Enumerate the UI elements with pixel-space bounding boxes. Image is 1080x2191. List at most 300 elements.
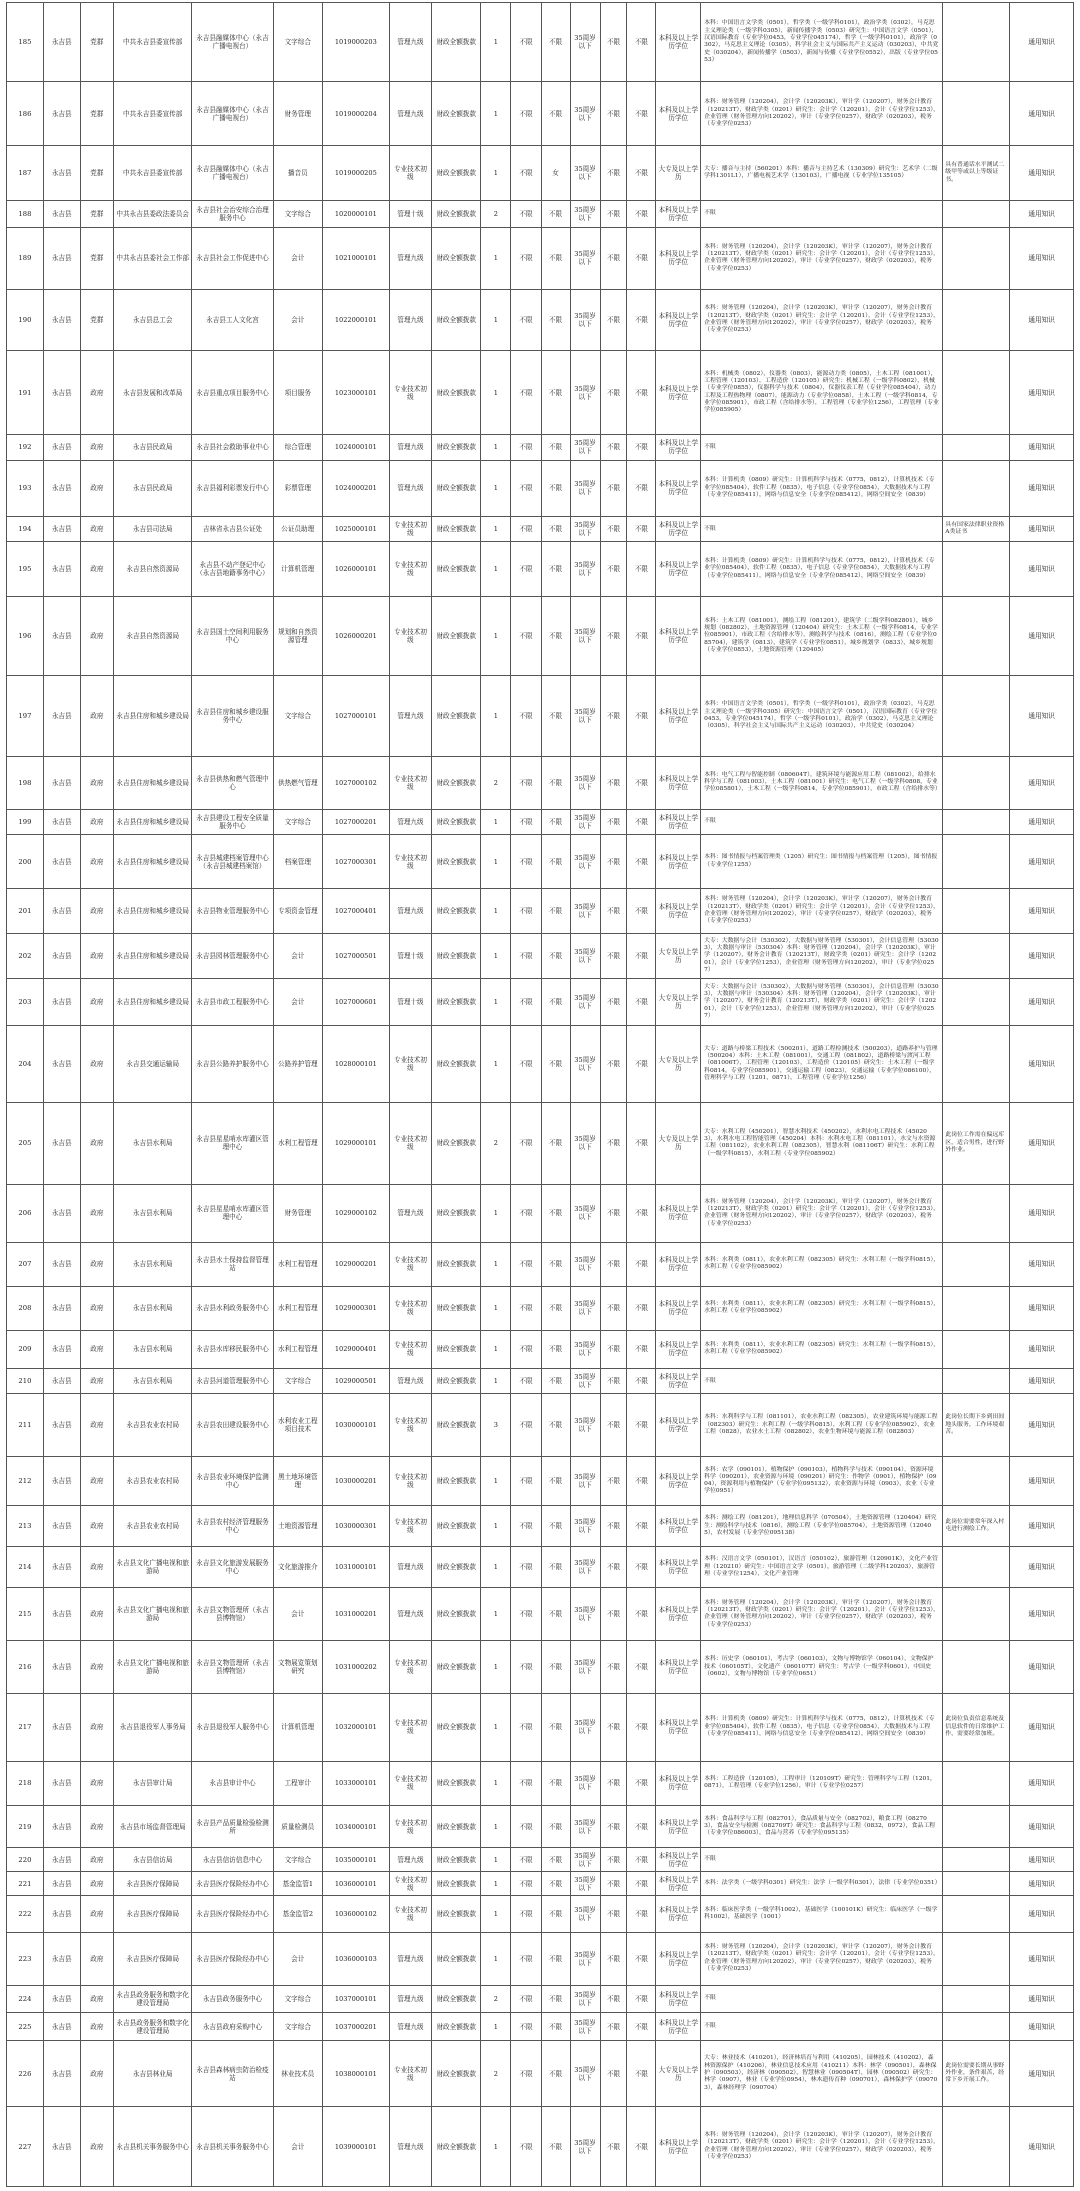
seq-number-cell: 214 <box>7 1547 44 1588</box>
other-conditions-cell <box>943 2013 1010 2041</box>
age-limit-cell: 35周岁以下 <box>570 460 600 517</box>
post-level-cell: 专业技术初级 <box>389 1394 431 1457</box>
political-status-cell: 不限 <box>600 1287 627 1330</box>
category-cell: 政府 <box>80 1287 113 1330</box>
age-limit-cell: 35周岁以下 <box>570 1848 600 1872</box>
category-cell: 政府 <box>80 1932 113 1985</box>
exam-subject-cell: 通用知识 <box>1010 1985 1074 2013</box>
identity-cell: 不限 <box>627 542 656 596</box>
political-status-cell: 不限 <box>600 1932 627 1985</box>
age-limit-cell: 35周岁以下 <box>570 1102 600 1184</box>
ethnicity-cell: 不限 <box>511 1025 541 1102</box>
unit-cell: 永吉县工人文化宫 <box>192 289 273 350</box>
post-code-cell: 1027000601 <box>322 978 389 1025</box>
funding-type-cell: 财政全额拨款 <box>432 228 481 289</box>
post-code-cell: 1019000204 <box>322 82 389 146</box>
seq-number-cell: 209 <box>7 1330 44 1369</box>
political-status-cell: 不限 <box>600 835 627 889</box>
county-cell: 永吉县 <box>43 1896 80 1932</box>
unit-cell: 永吉县供热和燃气管理中心 <box>192 756 273 809</box>
table-row <box>7 1330 1074 1369</box>
table-row <box>7 1287 1074 1330</box>
identity-cell: 不限 <box>627 1184 656 1242</box>
exam-subject-cell: 通用知识 <box>1010 200 1074 228</box>
political-status-cell: 不限 <box>600 1872 627 1896</box>
exam-subject-cell: 通用知识 <box>1010 1761 1074 1806</box>
county-cell: 永吉县 <box>43 2040 80 2106</box>
department-cell: 永吉县水利局 <box>114 1242 192 1287</box>
age-limit-cell: 35周岁以下 <box>570 933 600 978</box>
major-requirements-cell: 大专：播音与主持（560201）本科：播音与主持艺术（130309）研究生：艺术学（二级学科1301L1），广播电视艺术学（130103），广播电视（专业学位135105） <box>701 146 943 200</box>
category-cell: 政府 <box>80 1456 113 1505</box>
table-row <box>7 1588 1074 1641</box>
unit-cell: 永吉县不动产登记中心（永吉县地籍事务中心） <box>192 542 273 596</box>
exam-subject-cell: 通用知识 <box>1010 1287 1074 1330</box>
identity-cell: 不限 <box>627 1242 656 1287</box>
county-cell: 永吉县 <box>43 146 80 200</box>
seq-number-cell: 185 <box>7 3 44 82</box>
funding-type-cell: 财政全额拨款 <box>432 2013 481 2041</box>
age-limit-cell: 35周岁以下 <box>570 542 600 596</box>
funding-type-cell: 财政全额拨款 <box>432 676 481 757</box>
other-conditions-cell <box>943 289 1010 350</box>
political-status-cell: 不限 <box>600 1456 627 1505</box>
identity-cell: 不限 <box>627 435 656 460</box>
gender-cell: 不限 <box>541 1896 570 1932</box>
unit-cell: 永吉县福利彩票发行中心 <box>192 460 273 517</box>
major-requirements-cell: 本科：水利类（0811），农业水利工程（082305）研究生：水利工程（一级学科0815），水利工程（专业学位085902） <box>701 1242 943 1287</box>
major-requirements-cell: 不限 <box>701 435 943 460</box>
ethnicity-cell: 不限 <box>511 596 541 675</box>
major-requirements-cell: 不限 <box>701 809 943 834</box>
seq-number-cell: 192 <box>7 435 44 460</box>
post-code-cell: 1027000102 <box>322 756 389 809</box>
post-level-cell: 管理十级 <box>389 200 431 228</box>
funding-type-cell: 财政全额拨款 <box>432 435 481 460</box>
department-cell: 永吉县民政局 <box>114 435 192 460</box>
department-cell: 永吉县水利局 <box>114 1369 192 1394</box>
funding-type-cell: 财政全额拨款 <box>432 889 481 934</box>
hire-count-cell: 2 <box>481 2040 511 2106</box>
major-requirements-cell: 本科：中国语言文学类（0501），哲学类（一级学科0101），政治学类（0302），马克思主义理论类（一级学科0305），新闻传播学类（0503）研究生：中国语言文学（0501），汉语国际教育（专业学位0453，专业学位045174），哲学（一级学科0101），政治学（0302），马克思主义理论（0305），科学社会主义与国际共产主义运动（030203），中共党史（030204），新闻传播学（0503），新闻与传播（专业学位0552），出版（专业学位0553） <box>701 3 943 82</box>
ethnicity-cell: 不限 <box>511 2040 541 2106</box>
identity-cell: 不限 <box>627 1896 656 1932</box>
other-conditions-cell <box>943 1848 1010 1872</box>
table-row <box>7 2013 1074 2041</box>
hire-count-cell: 1 <box>481 1506 511 1547</box>
seq-number-cell: 218 <box>7 1761 44 1806</box>
age-limit-cell: 35周岁以下 <box>570 82 600 146</box>
other-conditions-cell <box>943 835 1010 889</box>
post-code-cell: 1024000101 <box>322 435 389 460</box>
age-limit-cell: 35周岁以下 <box>570 289 600 350</box>
major-requirements-cell: 本科：工程造价（120105），工程审计（120109T）研究生：管理科学与工程（1201，0871），工程管理（专业学位1256），审计（专业学位0257） <box>701 1761 943 1806</box>
unit-cell: 永吉县政府采购中心 <box>192 2013 273 2041</box>
gender-cell: 不限 <box>541 2107 570 2187</box>
funding-type-cell: 财政全额拨款 <box>432 1985 481 2013</box>
ethnicity-cell: 不限 <box>511 1806 541 1848</box>
post-level-cell: 专业技术初级 <box>389 1872 431 1896</box>
education-cell: 本科及以上学历学位 <box>656 1848 701 1872</box>
department-cell: 永吉县农业农村局 <box>114 1456 192 1505</box>
ethnicity-cell: 不限 <box>511 460 541 517</box>
identity-cell: 不限 <box>627 1330 656 1369</box>
county-cell: 永吉县 <box>43 1394 80 1457</box>
ethnicity-cell: 不限 <box>511 1102 541 1184</box>
exam-subject-cell: 通用知识 <box>1010 460 1074 517</box>
major-requirements-cell: 本科：财务管理（120204），会计学（120203K），审计学（120207），财务会计教育（120213T），财政学类（0201）研究生：会计学（120201），会计（专业学位1253），企业管理（财务管理方向120202），审计（专业学位0257），财政学（020203），税务（专业学位0253） <box>701 2107 943 2187</box>
category-cell: 政府 <box>80 1025 113 1102</box>
department-cell: 永吉县住房和城乡建设局 <box>114 676 192 757</box>
county-cell: 永吉县 <box>43 3 80 82</box>
funding-type-cell: 财政全额拨款 <box>432 1588 481 1641</box>
unit-cell: 永吉县国土空间利用服务中心 <box>192 596 273 675</box>
major-requirements-cell: 不限 <box>701 517 943 542</box>
seq-number-cell: 196 <box>7 596 44 675</box>
hire-count-cell: 1 <box>481 542 511 596</box>
department-cell: 永吉县农业农村局 <box>114 1394 192 1457</box>
identity-cell: 不限 <box>627 2040 656 2106</box>
political-status-cell: 不限 <box>600 1641 627 1694</box>
major-requirements-cell: 本科：财务管理（120204），会计学（120203K），审计学（120207），财务会计教育（120213T），财政学类（0201）研究生：会计学（120201），会计（专业学位1253），企业管理（财务管理方向120202），审计（专业学位0257），财政学（020203），税务（专业学位0253） <box>701 889 943 934</box>
political-status-cell: 不限 <box>600 1848 627 1872</box>
post-code-cell: 1019000205 <box>322 146 389 200</box>
department-cell: 中共永吉县委宣传部 <box>114 3 192 82</box>
post-name-cell: 计算机管理 <box>273 1694 322 1761</box>
hire-count-cell: 1 <box>481 1641 511 1694</box>
identity-cell: 不限 <box>627 676 656 757</box>
political-status-cell: 不限 <box>600 2013 627 2041</box>
education-cell: 本科及以上学历学位 <box>656 1761 701 1806</box>
ethnicity-cell: 不限 <box>511 351 541 435</box>
unit-cell: 永吉县融媒体中心（永吉广播电视台） <box>192 3 273 82</box>
hire-count-cell: 2 <box>481 200 511 228</box>
funding-type-cell: 财政全额拨款 <box>432 978 481 1025</box>
seq-number-cell: 207 <box>7 1242 44 1287</box>
post-level-cell: 专业技术初级 <box>389 1641 431 1694</box>
other-conditions-cell <box>943 200 1010 228</box>
political-status-cell: 不限 <box>600 1394 627 1457</box>
post-level-cell: 专业技术初级 <box>389 835 431 889</box>
county-cell: 永吉县 <box>43 1287 80 1330</box>
post-name-cell: 文字综合 <box>273 1369 322 1394</box>
department-cell: 永吉县住房和城乡建设局 <box>114 978 192 1025</box>
identity-cell: 不限 <box>627 2107 656 2187</box>
department-cell: 永吉县水利局 <box>114 1287 192 1330</box>
table-row <box>7 460 1074 517</box>
county-cell: 永吉县 <box>43 2013 80 2041</box>
identity-cell: 不限 <box>627 1287 656 1330</box>
county-cell: 永吉县 <box>43 1588 80 1641</box>
age-limit-cell: 35周岁以下 <box>570 1025 600 1102</box>
post-code-cell: 1019000203 <box>322 3 389 82</box>
exam-subject-cell: 通用知识 <box>1010 596 1074 675</box>
political-status-cell: 不限 <box>600 435 627 460</box>
department-cell: 永吉县林业局 <box>114 2040 192 2106</box>
unit-cell: 永吉县水利政务服务中心 <box>192 1287 273 1330</box>
exam-subject-cell: 通用知识 <box>1010 1242 1074 1287</box>
funding-type-cell: 财政全额拨款 <box>432 1394 481 1457</box>
political-status-cell: 不限 <box>600 200 627 228</box>
political-status-cell: 不限 <box>600 1330 627 1369</box>
ethnicity-cell: 不限 <box>511 809 541 834</box>
exam-subject-cell: 通用知识 <box>1010 1896 1074 1932</box>
post-name-cell: 规划和自然资源管理 <box>273 596 322 675</box>
gender-cell: 不限 <box>541 542 570 596</box>
table-row <box>7 1184 1074 1242</box>
unit-cell: 永吉县社会工作促进中心 <box>192 228 273 289</box>
education-cell: 本科及以上学历学位 <box>656 1694 701 1761</box>
post-code-cell: 1029000401 <box>322 1330 389 1369</box>
education-cell: 大专及以上学历 <box>656 2040 701 2106</box>
ethnicity-cell: 不限 <box>511 889 541 934</box>
hire-count-cell: 1 <box>481 1932 511 1985</box>
gender-cell: 不限 <box>541 2040 570 2106</box>
post-name-cell: 供热燃气管理 <box>273 756 322 809</box>
political-status-cell: 不限 <box>600 2107 627 2187</box>
category-cell: 政府 <box>80 2040 113 2106</box>
department-cell: 永吉县文化广播电视和旅游局 <box>114 1641 192 1694</box>
hire-count-cell: 1 <box>481 2107 511 2187</box>
seq-number-cell: 215 <box>7 1588 44 1641</box>
seq-number-cell: 200 <box>7 835 44 889</box>
age-limit-cell: 35周岁以下 <box>570 1641 600 1694</box>
age-limit-cell: 35周岁以下 <box>570 835 600 889</box>
gender-cell: 不限 <box>541 933 570 978</box>
unit-cell: 吉林省永吉县公证处 <box>192 517 273 542</box>
political-status-cell: 不限 <box>600 460 627 517</box>
unit-cell: 永吉县森林病虫防治检疫站 <box>192 2040 273 2106</box>
seq-number-cell: 204 <box>7 1025 44 1102</box>
department-cell: 永吉县政务服务和数字化建设管理局 <box>114 2013 192 2041</box>
unit-cell: 永吉县重点项目服务中心 <box>192 351 273 435</box>
ethnicity-cell: 不限 <box>511 1369 541 1394</box>
county-cell: 永吉县 <box>43 351 80 435</box>
post-code-cell: 1029000301 <box>322 1287 389 1330</box>
table-row <box>7 933 1074 978</box>
exam-subject-cell: 通用知识 <box>1010 2013 1074 2041</box>
hire-count-cell: 1 <box>481 228 511 289</box>
identity-cell: 不限 <box>627 200 656 228</box>
political-status-cell: 不限 <box>600 289 627 350</box>
seq-number-cell: 212 <box>7 1456 44 1505</box>
identity-cell: 不限 <box>627 1641 656 1694</box>
exam-subject-cell: 通用知识 <box>1010 1694 1074 1761</box>
county-cell: 永吉县 <box>43 460 80 517</box>
education-cell: 本科及以上学历学位 <box>656 1641 701 1694</box>
gender-cell: 女 <box>541 146 570 200</box>
post-level-cell: 管理九级 <box>389 2107 431 2187</box>
post-code-cell: 1037000101 <box>322 1985 389 2013</box>
funding-type-cell: 财政全额拨款 <box>432 3 481 82</box>
table-row <box>7 289 1074 350</box>
post-code-cell: 1037000201 <box>322 2013 389 2041</box>
funding-type-cell: 财政全额拨款 <box>432 809 481 834</box>
post-code-cell: 1029000102 <box>322 1184 389 1242</box>
category-cell: 政府 <box>80 1588 113 1641</box>
category-cell: 政府 <box>80 1872 113 1896</box>
funding-type-cell: 财政全额拨款 <box>432 2107 481 2187</box>
county-cell: 永吉县 <box>43 1848 80 1872</box>
major-requirements-cell: 本科：历史学（060101），考古学（060103），文物与博物馆学（060104），文物保护技术（060105T），文化遗产（060107T）研究生：考古学（一级学科0601），中国史（0602），文物与博物馆（专业学位0651） <box>701 1641 943 1694</box>
political-status-cell: 不限 <box>600 3 627 82</box>
post-level-cell: 管理九级 <box>389 228 431 289</box>
identity-cell: 不限 <box>627 460 656 517</box>
category-cell: 政府 <box>80 756 113 809</box>
gender-cell: 不限 <box>541 435 570 460</box>
table-row <box>7 835 1074 889</box>
ethnicity-cell: 不限 <box>511 2013 541 2041</box>
political-status-cell: 不限 <box>600 82 627 146</box>
county-cell: 永吉县 <box>43 2107 80 2187</box>
table-row <box>7 1456 1074 1505</box>
hire-count-cell: 1 <box>481 933 511 978</box>
funding-type-cell: 财政全额拨款 <box>432 1641 481 1694</box>
major-requirements-cell: 本科：计算机类（0809）研究生：计算机科学与技术（0775，0812），计算机技术（专业学位085404），软件工程（0835），电子信息（专业学位0854），大数据技术与工程（专业学位085411），网络与信息安全（专业学位085412），网络空间安全（0839） <box>701 460 943 517</box>
seq-number-cell: 223 <box>7 1932 44 1985</box>
gender-cell: 不限 <box>541 1588 570 1641</box>
identity-cell: 不限 <box>627 978 656 1025</box>
post-name-cell: 文化旅游推介 <box>273 1547 322 1588</box>
table-row <box>7 1932 1074 1985</box>
county-cell: 永吉县 <box>43 933 80 978</box>
hire-count-cell: 1 <box>481 146 511 200</box>
major-requirements-cell: 本科：财务管理（120204），会计学（120203K），审计学（120207），财务会计教育（120213T），财政学类（0201）研究生：会计学（120201），会计（专业学位1253），企业管理（财务管理方向120202），审计（专业学位0257），财政学（020203），税务（专业学位0253） <box>701 1932 943 1985</box>
funding-type-cell: 财政全额拨款 <box>432 1025 481 1102</box>
major-requirements-cell: 本科：财务管理（120204），会计学（120203K），审计学（120207），财务会计教育（120213T），财政学类（0201）研究生：会计学（120201），会计（专业学位1253），企业管理（财务管理方向120202），审计（专业学位0257），财政学（020203），税务（专业学位0253） <box>701 289 943 350</box>
post-name-cell: 综合管理 <box>273 435 322 460</box>
hire-count-cell: 1 <box>481 1761 511 1806</box>
table-row <box>7 1985 1074 2013</box>
other-conditions-cell <box>943 756 1010 809</box>
table-row <box>7 435 1074 460</box>
identity-cell: 不限 <box>627 1369 656 1394</box>
department-cell: 永吉县总工会 <box>114 289 192 350</box>
ethnicity-cell: 不限 <box>511 1394 541 1457</box>
seq-number-cell: 217 <box>7 1694 44 1761</box>
seq-number-cell: 206 <box>7 1184 44 1242</box>
gender-cell: 不限 <box>541 1287 570 1330</box>
county-cell: 永吉县 <box>43 517 80 542</box>
table-row <box>7 1506 1074 1547</box>
post-level-cell: 专业技术初级 <box>389 1896 431 1932</box>
ethnicity-cell: 不限 <box>511 676 541 757</box>
gender-cell: 不限 <box>541 1242 570 1287</box>
unit-cell: 永吉县星星哨水库灌区管理中心 <box>192 1102 273 1184</box>
county-cell: 永吉县 <box>43 289 80 350</box>
major-requirements-cell: 本科：电气工程与智能控制（080604T），建筑环境与能源应用工程（081002），给排水科学与工程（081003），土木工程（081001）研究生：电气工程（一级学科0808，专业学位085801），土木工程（一级学科0814，专业学位085901），市政工程（含给排水等） <box>701 756 943 809</box>
post-name-cell: 工程审计 <box>273 1761 322 1806</box>
funding-type-cell: 财政全额拨款 <box>432 596 481 675</box>
table-row <box>7 3 1074 82</box>
post-code-cell: 1020000101 <box>322 200 389 228</box>
education-cell: 本科及以上学历学位 <box>656 351 701 435</box>
county-cell: 永吉县 <box>43 1184 80 1242</box>
exam-subject-cell: 通用知识 <box>1010 82 1074 146</box>
identity-cell: 不限 <box>627 933 656 978</box>
age-limit-cell: 35周岁以下 <box>570 2040 600 2106</box>
county-cell: 永吉县 <box>43 1761 80 1806</box>
county-cell: 永吉县 <box>43 228 80 289</box>
post-code-cell: 1026000201 <box>322 596 389 675</box>
other-conditions-cell <box>943 809 1010 834</box>
post-level-cell: 管理九级 <box>389 82 431 146</box>
other-conditions-cell <box>943 3 1010 82</box>
hire-count-cell: 2 <box>481 756 511 809</box>
funding-type-cell: 财政全额拨款 <box>432 1896 481 1932</box>
ethnicity-cell: 不限 <box>511 1506 541 1547</box>
exam-subject-cell: 通用知识 <box>1010 978 1074 1025</box>
other-conditions-cell <box>943 2107 1010 2187</box>
post-code-cell: 1027000201 <box>322 809 389 834</box>
political-status-cell: 不限 <box>600 1761 627 1806</box>
post-level-cell: 管理九级 <box>389 460 431 517</box>
county-cell: 永吉县 <box>43 596 80 675</box>
unit-cell: 永吉县公路养护服务中心 <box>192 1025 273 1102</box>
recruitment-table <box>6 2 1074 2187</box>
county-cell: 永吉县 <box>43 1641 80 1694</box>
major-requirements-cell: 不限 <box>701 1369 943 1394</box>
other-conditions-cell <box>943 351 1010 435</box>
political-status-cell: 不限 <box>600 756 627 809</box>
funding-type-cell: 财政全额拨款 <box>432 289 481 350</box>
post-name-cell: 计算机管理 <box>273 542 322 596</box>
gender-cell: 不限 <box>541 1184 570 1242</box>
category-cell: 政府 <box>80 1330 113 1369</box>
post-level-cell: 专业技术初级 <box>389 1456 431 1505</box>
post-code-cell: 1035000101 <box>322 1848 389 1872</box>
category-cell: 政府 <box>80 1506 113 1547</box>
hire-count-cell: 2 <box>481 1985 511 2013</box>
age-limit-cell: 35周岁以下 <box>570 228 600 289</box>
table-row <box>7 2107 1074 2187</box>
table-row <box>7 82 1074 146</box>
identity-cell: 不限 <box>627 1025 656 1102</box>
identity-cell: 不限 <box>627 1456 656 1505</box>
gender-cell: 不限 <box>541 756 570 809</box>
exam-subject-cell: 通用知识 <box>1010 1330 1074 1369</box>
post-level-cell: 管理九级 <box>389 1184 431 1242</box>
exam-subject-cell: 通用知识 <box>1010 289 1074 350</box>
exam-subject-cell: 通用知识 <box>1010 542 1074 596</box>
post-name-cell: 黑土地环境管理 <box>273 1456 322 1505</box>
unit-cell: 永吉县融媒体中心（永吉广播电视台） <box>192 82 273 146</box>
department-cell: 永吉县住房和城乡建设局 <box>114 835 192 889</box>
category-cell: 政府 <box>80 2107 113 2187</box>
post-level-cell: 管理十级 <box>389 933 431 978</box>
department-cell: 永吉县信访局 <box>114 1848 192 1872</box>
unit-cell: 永吉县政务服务中心 <box>192 1985 273 2013</box>
unit-cell: 永吉县文物管理所（永吉县博物馆） <box>192 1641 273 1694</box>
department-cell: 永吉县住房和城乡建设局 <box>114 756 192 809</box>
category-cell: 政府 <box>80 1985 113 2013</box>
hire-count-cell: 1 <box>481 1872 511 1896</box>
other-conditions-cell <box>943 1985 1010 2013</box>
age-limit-cell: 35周岁以下 <box>570 1456 600 1505</box>
identity-cell: 不限 <box>627 1848 656 1872</box>
hire-count-cell: 1 <box>481 1025 511 1102</box>
political-status-cell: 不限 <box>600 1806 627 1848</box>
category-cell: 政府 <box>80 676 113 757</box>
seq-number-cell: 224 <box>7 1985 44 2013</box>
post-level-cell: 专业技术初级 <box>389 1761 431 1806</box>
post-level-cell: 专业技术初级 <box>389 1287 431 1330</box>
post-level-cell: 专业技术初级 <box>389 1025 431 1102</box>
education-cell: 本科及以上学历学位 <box>656 809 701 834</box>
gender-cell: 不限 <box>541 517 570 542</box>
ethnicity-cell: 不限 <box>511 542 541 596</box>
age-limit-cell: 35周岁以下 <box>570 1985 600 2013</box>
